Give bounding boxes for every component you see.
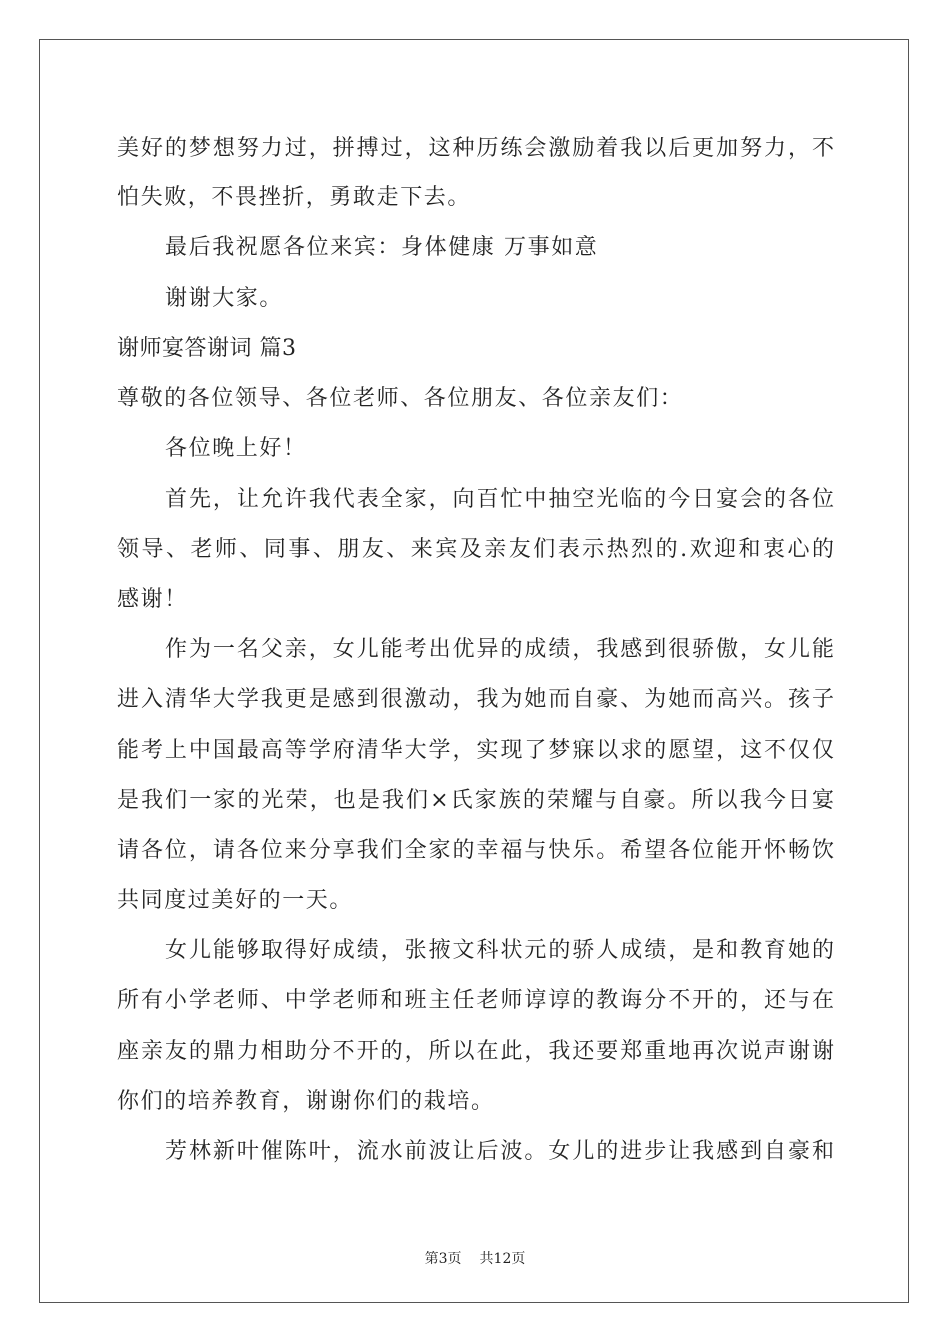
text-line: 感谢！ (117, 587, 188, 612)
text-line: 是我们一家的光荣，也是我们×氏家族的荣耀与自豪。所以我今日宴 (117, 788, 834, 813)
text-line: 你们的培养教育，谢谢你们的栽培。 (117, 1089, 495, 1114)
text-line: 请各位，请各位来分享我们全家的幸福与快乐。希望各位能开怀畅饮 (117, 838, 834, 863)
section-heading: 谢师宴答谢词 篇3 (117, 336, 297, 361)
text-line: 怕失败，不畏挫折，勇敢走下去。 (117, 185, 472, 210)
text-line: 最后我祝愿各位来宾：身体健康 万事如意 (165, 235, 599, 260)
text-line: 能考上中国最高等学府清华大学，实现了梦寐以求的愿望，这不仅仅 (117, 738, 834, 763)
salutation: 尊敬的各位领导、各位老师、各位朋友、各位亲友们： (117, 386, 684, 411)
page-total: 共12页 (479, 1251, 526, 1267)
text-line: 座亲友的鼎力相助分不开的，所以在此，我还要郑重地再次说声谢谢 (117, 1039, 834, 1064)
text-line: 领导、老师、同事、朋友、来宾及亲友们表示热烈的.欢迎和衷心的 (117, 537, 834, 562)
text-line: 谢谢大家。 (165, 286, 284, 311)
page-footer (0, 1248, 950, 1268)
text-line: 所有小学老师、中学老师和班主任老师谆谆的教诲分不开的，还与在 (117, 988, 834, 1013)
text-line: 进入清华大学我更是感到很激动，我为她而自豪、为她而高兴。孩子 (117, 687, 834, 712)
text-line: 共同度过美好的一天。 (117, 888, 354, 913)
text-line: 芳林新叶催陈叶，流水前波让后波。女儿的进步让我感到自豪和 (165, 1139, 834, 1164)
text-line: 作为一名父亲，女儿能考出优异的成绩，我感到很骄傲，女儿能 (165, 637, 834, 662)
text-line: 女儿能够取得好成绩，张掖文科状元的骄人成绩，是和教育她的 (165, 938, 834, 963)
text-line: 首先，让允许我代表全家，向百忙中抽空光临的今日宴会的各位 (165, 487, 834, 512)
greeting: 各位晚上好！ (165, 436, 307, 461)
page-number: 第3页 (424, 1251, 462, 1267)
text-line: 美好的梦想努力过，拼搏过，这种历练会激励着我以后更加努力，不 (117, 136, 834, 161)
